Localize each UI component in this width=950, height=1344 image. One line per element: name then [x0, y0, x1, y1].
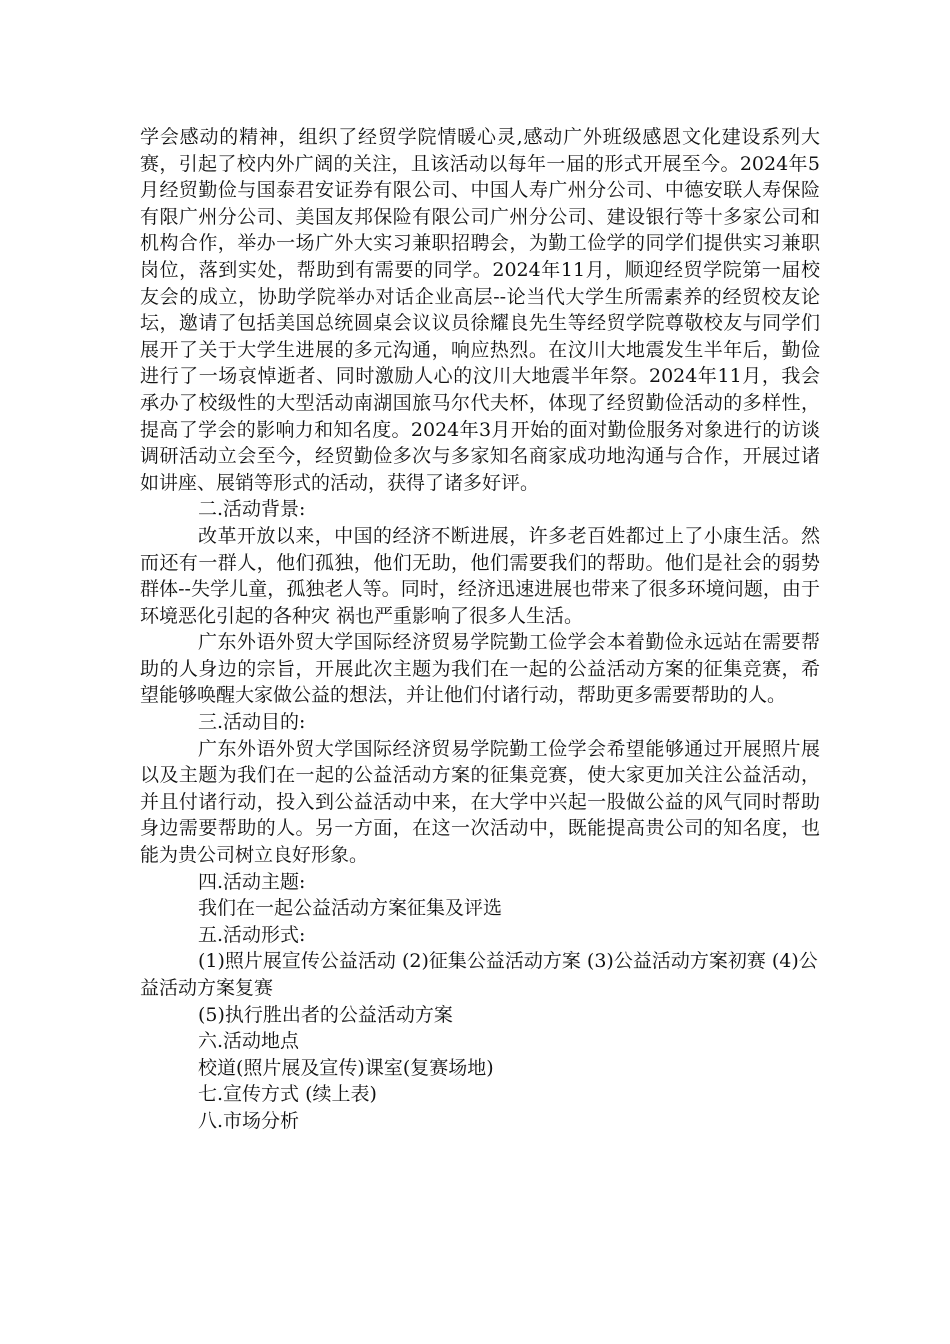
- format-list-line-1: (1)照片展宣传公益活动 (2)征集公益活动方案 (3)公益活动方案初赛 (4)公益活动方案复赛: [140, 950, 818, 999]
- background-paragraph-2: 广东外语外贸大学国际经济贸易学院勤工俭学会本着勤俭永远站在需要帮助的人身边的宗旨，开展此次主题为我们在一起的公益活动方案的征集竞赛，希望能够唤醒大家做公益的想法，并让他们付诸行动，帮助更多需要帮助的人。: [140, 631, 820, 707]
- location-text: 校道(照片展及宣传)课室(复赛场地): [198, 1056, 494, 1079]
- purpose-paragraph: 广东外语外贸大学国际经济贸易学院勤工俭学会希望能够通过开展照片展以及主题为我们在一起的公益活动方案的征集竞赛，使大家更加关注公益活动，并且付诸行动，投入到公益活动中来，在大学中兴起一股做公益的风气同时帮助身边需要帮助的人。另一方面，在这一次活动中，既能提高贵公司的知名度，也能为贵公司树立良好形象。: [140, 737, 820, 867]
- section-heading-promotion: 七.宣传方式 (续上表): [198, 1083, 377, 1106]
- section-heading-purpose: 三.活动目的:: [198, 711, 306, 734]
- section-heading-location: 六.活动地点: [198, 1030, 300, 1053]
- theme-text: 我们在一起公益活动方案征集及评选: [198, 897, 503, 920]
- intro-paragraph: 学会感动的精神，组织了经贸学院情暖心灵,感动广外班级感恩文化建设系列大赛，引起了校内外广阔的关注，且该活动以每年一届的形式开展至今。2024年5月经贸勤俭与国泰君安证券有限公司、中国人寿广州分公司、中德安联人寿保险有限广州分公司、美国友邦保险有限公司广州分公司、建设银行等十多家公司和机构合作，举办一场广外大实习兼职招聘会，为勤工俭学的同学们提供实习兼职岗位，落到实处，帮助到有需要的同学。2024年11月，顺迎经贸学院第一届校友会的成立，协助学院举办对话企业高层--论当代大学生所需素养的经贸校友论坛，邀请了包括美国总统圆桌会议议员徐耀良先生等经贸学院尊敬校友与同学们展开了关于大学生进展的多元沟通，响应热烈。在汶川大地震发生半年后，勤俭进行了一场哀悼逝者、同时激励人心的汶川大地震半年祭。2024年11月，我会承办了校级性的大型活动南湖国旅马尔代夫杯，体现了经贸勤俭活动的多样性，提高了学会的影响力和知名度。2024年3月开始的面对勤俭服务对象进行的访谈调研活动立会至今，经贸勤俭多次与多家知名商家成功地沟通与合作，开展过诸如讲座、展销等形式的活动，获得了诸多好评。: [140, 126, 820, 494]
- section-heading-theme: 四.活动主题:: [198, 870, 306, 893]
- format-list-line-2: (5)执行胜出者的公益活动方案: [198, 1003, 453, 1026]
- background-paragraph-1: 改革开放以来，中国的经济不断进展，许多老百姓都过上了小康生活。然而还有一群人，他们孤独，他们无助，他们需要我们的帮助。他们是社会的弱势群体--失学儿童，孤独老人等。同时，经济迅速进展也带来了很多环境问题，由于环境恶化引起的各种灾 祸也严重影响了很多人生活。: [140, 524, 820, 627]
- document-body: [140, 124, 820, 1135]
- section-heading-market-analysis: 八.市场分析: [198, 1109, 300, 1132]
- section-heading-format: 五.活动形式:: [198, 923, 306, 946]
- section-heading-background: 二.活动背景:: [198, 498, 306, 521]
